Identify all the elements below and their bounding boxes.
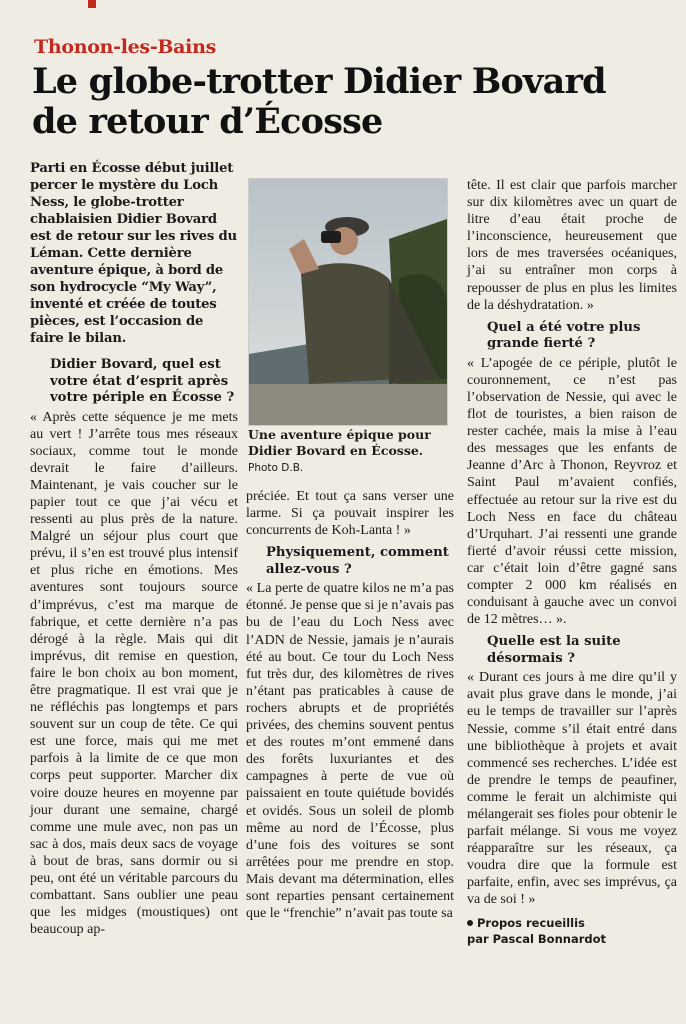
caption-credit: Photo D.B. (248, 462, 304, 474)
headline-line-1: Le globe-trotter Didier Bovard (32, 61, 606, 102)
answer-4: « Durant ces jours à me dire qu’il y avait plus grave dans le monde, j’ai eu le temps de travailler sur l’après Nessie, comme s’il était entré dans une bibliothèque à projets et avait commencé ses recherches. L’idée est de prendre le temps de peaufiner, comme le ferait un alchimiste qui mélangerait ses fioles pour obtenir le parfait mélange. Si vous me voyez réapparaître sur les réseaux, ça voudra dire que la formule est parfaite, enfin, avec ses imprévus, ça va de soi ! » (467, 670, 677, 908)
signature-line-2: par Pascal Bonnardot (467, 931, 607, 946)
headline-line-2: de retour d’Écosse (32, 101, 383, 142)
article-headline (32, 62, 662, 142)
signature (467, 915, 677, 947)
answer-1-part-1: « Après cette séquence je me mets au vert ! J’arrête tous mes réseaux sociaux, comme tout le monde devrait le faire d’ailleurs. Maintenant, je vais coucher sur le papier tout ce que j’ai vécu et ressenti au plus près de la nature. Malgré un séjour plus court que prévu, il s’en est trouvé plus intensif et plus riche en émotions. Mes aventures sont toujours source d’imprévus, c’est ma marque de fabrique, et cette dernière n’a pas dérogé à la règle. Mais qui dit imprévus, dit remise en question, faire le bon choix au bon moment, être pragmatique. Il est vrai que je ne réfléchis pas longtemps et pars souvent sur un coup de tête. Ce qui est une force, mais qui me met parfois à la limite de ce que mon corps peut supporter. Marcher dix voire douze heures en moyenne par jour durant une semaine, chargé comme une mule avec, non pas un sac à dos, mais deux sacs de voyage à bout de bras, sans dormir ou si peu, ont été un véritable parcours du combattant. Sans oublier une peau que les midges (moustiques) ont beaucoup ap- (30, 409, 238, 938)
column-3 (467, 177, 677, 947)
photo-illustration (249, 179, 447, 425)
signature-line-1: Propos recueillis (477, 915, 585, 930)
answer-1-part-2: préciée. Et tout ça sans verser une larme. Si ça pouvait inspirer les concurrents de Koh-Lanta ! » (246, 489, 454, 539)
answer-3: « L’apogée de ce périple, plutôt le couronnement, ce n’est pas l’observation de Nessie, qui avec le flot de touristes, a bien raison de rester cachée, mais la mise à l’eau des messages que les enfants de Jeanne d’Arc à Thonon, Reyvroz et Saint Paul m’avaient confiés, effectuée au retour sur la rive est du Loch Ness en face du château d’Urquhart. J’ai ressenti une grande fierté d’avoir réussi cette mission, car c’était loin d’être gagné sans compter 2 000 km réalisés en conduisant à gauche avec un convoi de 12 mètres… ». (467, 355, 677, 628)
section-marker (88, 0, 96, 8)
answer-2-part-2: tête. Il est clair que parfois marcher sur dix kilomètres avec un quart de litre d’eau était proche de l’inconscience, heureusement que lors de mes traversées océaniques, j’ai su entraîner mon corps à repousser de plus en plus les limites de la déshydratation. » (467, 178, 677, 313)
bullet-dot-icon (467, 920, 473, 926)
photo-caption (248, 427, 453, 476)
article-location: Thonon-les-Bains (34, 36, 216, 58)
answer-2-part-1: « La perte de quatre kilos ne m’a pas étonné. Je pense que si je n’avais pas bu de l’eau du Loch Ness avec l’ADN de Nessie, jamais je n’aurais été au bout. Ce tour du Loch Ness fut très dur, des kilomètres de rives n’étant pas praticables à cause de rochers abrupts et de propriétés privées, des chemins souvent pentus et des routes m’ont emmené dans des forêts luxuriantes et des campagnes à perte de vue où paissaient en toute quiétude bovidés et ovidés. Sous un soleil de plomb même au nord de l’Écosse, plus d’une fois des voitures se sont arrêtées pour me prendre en stop. Mais devant ma détermination, elles sont reparties pensant certainement que le “frenchie” n’avait pas toute sa (246, 581, 454, 922)
question-3: Quel a été votre plus grande fierté ? (487, 319, 641, 352)
question-2: Physiquement, comment allez-vous ? (266, 545, 449, 577)
column-1 (30, 160, 238, 938)
question-4: Quelle est la suite désormais ? (487, 634, 621, 666)
question-1: Didier Bovard, quel est votre état d’esprit après votre périple en Écosse ? (50, 357, 235, 405)
article-lead: Parti en Écosse début juillet percer le mystère du Loch Ness, le globe-trotter chablaisien Didier Bovard est de retour sur les rives du Léman. Cette dernière aventure épique, à bord de son hydrocycle “My Way”, inventé et créée de toutes pièces, est l’occasion de faire le bilan. (30, 161, 237, 346)
column-2 (246, 488, 454, 922)
article-photo (248, 178, 448, 426)
caption-text: Une aventure épique pour Didier Bovard en Écosse. (248, 427, 431, 458)
